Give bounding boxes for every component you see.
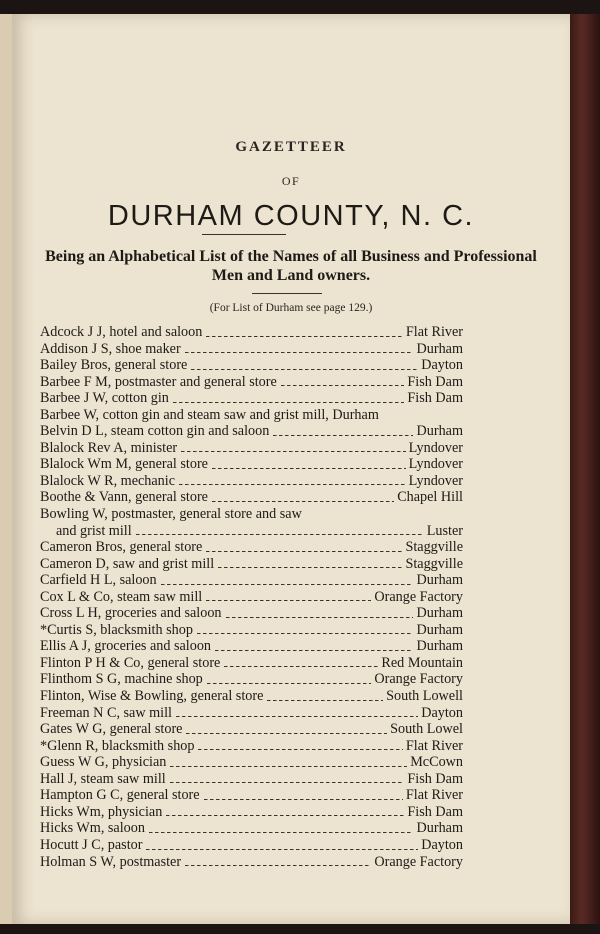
leader-dots [206, 336, 403, 337]
entry-place: Dayton [421, 704, 463, 721]
entry-place: Luster [426, 522, 463, 539]
leader-dots [179, 484, 406, 485]
entry-name: Carfield H L, saloon [40, 572, 157, 589]
leader-dots [161, 584, 413, 585]
entry-name: *Curtis S, blacksmith shop [40, 621, 193, 638]
entry-place: Durham [416, 820, 463, 837]
list-item [40, 374, 463, 391]
leader-dots [267, 700, 383, 701]
entry-name: Bowling W, postmaster, general store and saw [40, 506, 302, 523]
list-item [40, 473, 463, 490]
list-item [40, 638, 463, 655]
leader-dots [197, 633, 413, 634]
leader-dots [206, 600, 371, 601]
entry-name: Guess W G, physician [40, 754, 167, 771]
entry-name: Barbee W, cotton gin and steam saw and grist mill, Durham [40, 406, 379, 423]
list-item [40, 341, 463, 358]
list-item [40, 854, 463, 871]
entry-name: Ellis A J, groceries and saloon [40, 638, 212, 655]
list-item [40, 489, 463, 506]
entry-name: Blalock Wm M, general store [40, 456, 208, 473]
entry-name: Cox L & Co, steam saw mill [40, 588, 203, 605]
page-reference-note: (For List of Durham see page 129.) [209, 302, 373, 314]
list-item [40, 605, 463, 622]
list-item [40, 837, 463, 854]
leader-dots [136, 534, 424, 535]
entry-place: Chapel Hill [397, 489, 463, 506]
entry-place: McCown [410, 754, 463, 771]
entry-name: Blalock Rev A, minister [40, 439, 178, 456]
leader-dots [215, 650, 413, 651]
entry-name: Barbee F M, postmaster and general store [40, 373, 277, 390]
entry-place: Red Mountain [381, 654, 463, 671]
list-item [40, 738, 463, 755]
entry-place: Fish Dam [407, 373, 463, 390]
entry-name: Boothe & Vann, general store [40, 489, 208, 506]
entry-place: Orange Factory [374, 853, 463, 870]
leader-dots [146, 849, 418, 850]
entry-name: and grist mill [56, 522, 132, 539]
entry-place: Dayton [421, 836, 463, 853]
leader-dots [186, 733, 387, 734]
leader-dots [185, 865, 371, 866]
list-item [40, 787, 463, 804]
entry-place: Lyndover [408, 472, 463, 489]
entry-place: Durham [416, 340, 463, 357]
entry-place: Orange Factory [374, 588, 463, 605]
entry-name: Bailey Bros, general store [40, 357, 188, 374]
entry-name: Holman S W, postmaster [40, 853, 182, 870]
leader-dots [198, 749, 403, 750]
leader-dots [207, 683, 371, 684]
gazetteer-heading: GAZETTEER [235, 139, 347, 155]
entry-place: Fish Dam [407, 803, 463, 820]
leader-dots [176, 716, 418, 717]
leader-dots [181, 451, 406, 452]
entry-name: Addison J S, shoe maker [40, 340, 181, 357]
list-item [40, 456, 463, 473]
entry-name: Belvin D L, steam cotton gin and saloon [40, 423, 270, 440]
entry-place: Durham [416, 621, 463, 638]
entry-name: Flinthom S G, machine shop [40, 671, 203, 688]
list-item [40, 820, 463, 837]
entry-place: Dayton [421, 357, 463, 374]
leader-dots [212, 501, 394, 502]
page-title: DURHAM COUNTY, N. C. [107, 200, 475, 232]
entry-place: South Lowel [390, 721, 463, 738]
list-item [40, 688, 463, 705]
list-item [40, 407, 463, 424]
list-item [40, 324, 463, 341]
leader-dots [218, 567, 402, 568]
entry-name: Cameron D, saw and grist mill [40, 555, 215, 572]
entry-place: Fish Dam [407, 390, 463, 407]
entry-place: Fish Dam [407, 770, 463, 787]
of-line: OF [281, 174, 301, 188]
list-item [40, 771, 463, 788]
list-item [40, 589, 463, 606]
entry-place: Lyndover [408, 456, 463, 473]
entry-name: Gates W G, general store [40, 721, 183, 738]
leader-dots [191, 369, 418, 370]
list-item [40, 390, 463, 407]
list-item [40, 705, 463, 722]
list-item [40, 671, 463, 688]
entry-place: Orange Factory [374, 671, 463, 688]
list-item [40, 721, 463, 738]
list-item [40, 622, 463, 639]
list-item [40, 539, 463, 556]
entry-name: Hampton G C, general store [40, 787, 200, 804]
leader-dots [273, 435, 413, 436]
entry-place: Staggville [405, 555, 463, 572]
book-spine [570, 14, 600, 924]
entry-place: Lyndover [408, 439, 463, 456]
entry-place: Flat River [405, 324, 463, 340]
entry-place: Durham [416, 423, 463, 440]
entry-name: Hall J, steam saw mill [40, 770, 166, 787]
entry-place: Staggville [405, 539, 463, 556]
entry-place: Durham [416, 638, 463, 655]
leader-dots [166, 815, 404, 816]
leader-dots [226, 617, 413, 618]
list-item [40, 572, 463, 589]
leader-dots [170, 782, 404, 783]
list-item [40, 523, 463, 540]
entry-place: Flat River [405, 737, 463, 754]
directory-list [40, 324, 463, 870]
entry-name: Blalock W R, mechanic [40, 472, 176, 489]
list-item [40, 440, 463, 457]
leader-dots [170, 766, 407, 767]
entry-name: *Glenn R, blacksmith shop [40, 737, 195, 754]
entry-name: Flinton P H & Co, general store [40, 654, 221, 671]
subtitle: Being an Alphabetical List of the Names of all Business and Professional Men and Land owners. [45, 248, 537, 284]
leader-dots [281, 385, 404, 386]
leader-dots [224, 666, 378, 667]
entry-name: Barbee J W, cotton gin [40, 390, 169, 407]
list-item [40, 556, 463, 573]
leader-dots [204, 799, 403, 800]
entry-name: Freeman N C, saw mill [40, 704, 173, 721]
list-item [40, 506, 463, 523]
leader-dots [173, 402, 404, 403]
leader-dots [185, 352, 413, 353]
title-rule [202, 234, 286, 235]
list-item [40, 804, 463, 821]
entry-name: Cameron Bros, general store [40, 539, 203, 556]
entry-place: Flat River [405, 787, 463, 804]
list-item [40, 754, 463, 771]
list-item [40, 655, 463, 672]
leader-dots [206, 551, 402, 552]
book-page [12, 14, 570, 924]
entry-place: Durham [416, 572, 463, 589]
entry-name: Adcock J J, hotel and saloon [40, 324, 203, 340]
adjacent-page-edge [0, 14, 12, 924]
entry-name: Flinton, Wise & Bowling, general store [40, 688, 264, 705]
list-item [40, 357, 463, 374]
entry-name: Hicks Wm, physician [40, 803, 163, 820]
entry-name: Hicks Wm, saloon [40, 820, 145, 837]
leader-dots [212, 468, 406, 469]
list-item [40, 423, 463, 440]
entry-place: South Lowell [386, 688, 463, 705]
entry-place: Durham [416, 605, 463, 622]
entry-name: Hocutt J C, pastor [40, 836, 143, 853]
entry-name: Cross L H, groceries and saloon [40, 605, 222, 622]
leader-dots [149, 832, 413, 833]
subtitle-rule [252, 293, 322, 294]
